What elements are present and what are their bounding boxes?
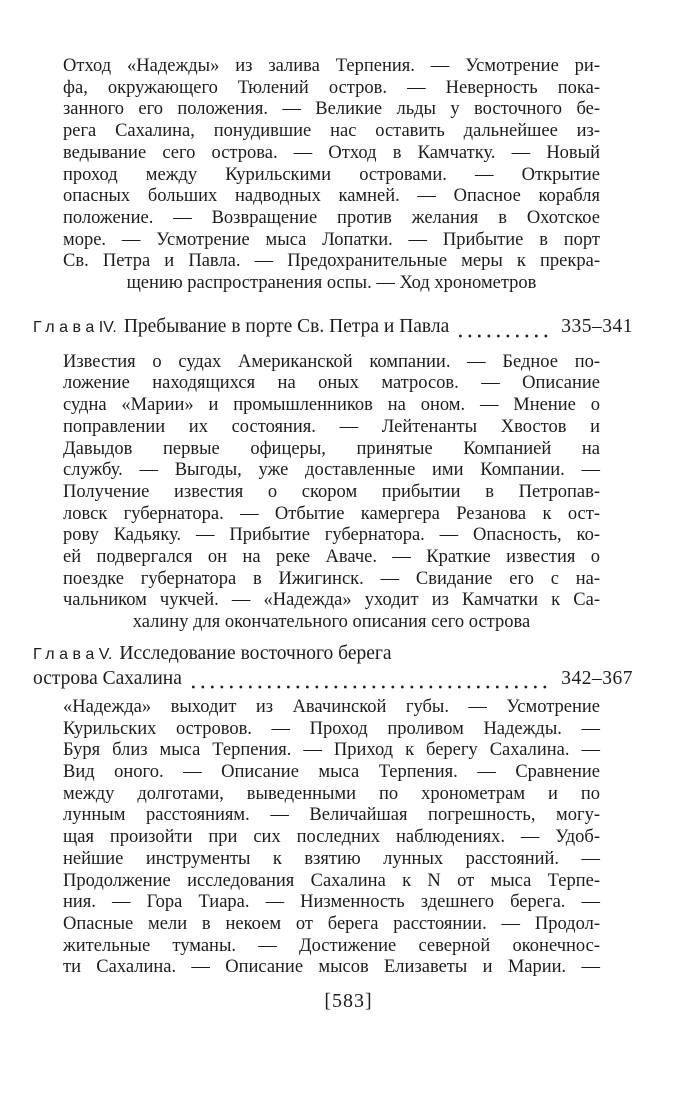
chapter-5-title-line-1: Исследование восточного берега bbox=[119, 642, 392, 664]
text-line: ловск губернатора. — Отбытие камергера Резанова к ост- bbox=[63, 503, 600, 524]
text-line: поездке губернатора в Ижигинск. — Свидание его с на- bbox=[63, 568, 600, 589]
text-line: чальником чукчей. — «Надежда» уходит из Камчатки к Са- bbox=[63, 590, 600, 611]
text-line: ведывание сего острова. — Отход в Камчатку. — Новый bbox=[63, 142, 600, 163]
text-line: службу. — Выгоды, уже доставленные ими Компании. — bbox=[63, 460, 600, 481]
text-line: ей подвергался он на реке Аваче. — Краткие известия о bbox=[63, 547, 600, 568]
text-line: щению распространения оспы. — Ход хронометров bbox=[126, 273, 537, 294]
dot-leader bbox=[459, 324, 549, 338]
chapter-5-summary-paragraph bbox=[63, 697, 600, 979]
chapter-4-label: Глава bbox=[33, 318, 99, 336]
page-number: [583] bbox=[324, 990, 373, 1012]
text-line: лунным расстояниям. — Величайшая погрешность, могу- bbox=[63, 805, 600, 826]
text-line: ложение находящихся на оных матросов. — Описание bbox=[63, 373, 600, 394]
chapter-4-title: Пребывание в порте Св. Петра и Павла bbox=[123, 315, 450, 337]
chapter-4-page-range: 335–341 bbox=[561, 315, 633, 337]
chapter-4-number: IV. bbox=[98, 318, 117, 336]
text-line: Получение известия о скором прибытии в Петропав- bbox=[63, 481, 600, 502]
text-line: ти Сахалина. — Описание мысов Елизаветы и Марии. — bbox=[63, 957, 600, 978]
text-line: положение. — Возвращение против желания в Охотское bbox=[63, 207, 600, 228]
text-line: Давыдов первые офицеры, принятые Компанией на bbox=[63, 438, 600, 459]
text-line: Известия о судах Американской компании. — Бедное по- bbox=[63, 351, 600, 372]
chapter-3-summary-paragraph bbox=[63, 56, 600, 295]
text-line: «Надежда» выходит из Авачинской губы. — Усмотрение bbox=[63, 696, 600, 717]
text-line: щая произойти при сих последних наблюдениях. — Удоб- bbox=[63, 827, 600, 848]
text-line: занного его положения. — Великие льды у восточного бе- bbox=[63, 99, 600, 120]
chapter-5-heading-line-1 bbox=[33, 642, 633, 667]
text-line: халину для окончательного описания сего острова bbox=[132, 612, 531, 633]
text-line: судна «Марии» и промышленников на оном. — Мнение о bbox=[63, 395, 600, 416]
text-line: жительные туманы. — Достижение северной оконечнос- bbox=[63, 935, 600, 956]
chapter-5-page-range: 342–367 bbox=[561, 667, 633, 689]
text-line: Курильских островов. — Проход проливом Надежды. — bbox=[63, 718, 600, 739]
text-line: опасных больших надводных камней. — Опасное корабля bbox=[63, 186, 600, 207]
text-line: между долготами, выведенными по хронометрам и по bbox=[63, 783, 600, 804]
dot-leader bbox=[192, 675, 549, 689]
text-line: рову Кадьяку. — Прибытие губернатора. — Опасность, ко- bbox=[63, 525, 600, 546]
text-line: фа, окружающего Тюлений остров. — Неверность пока- bbox=[63, 77, 600, 98]
text-line: Св. Петра и Павла. — Предохранительные меры к прекра- bbox=[63, 251, 600, 272]
text-line: Буря близ мыса Терпения. — Приход к берегу Сахалина. — bbox=[63, 740, 600, 761]
chapter-4-heading bbox=[33, 315, 633, 340]
chapter-5-heading bbox=[0, 642, 697, 691]
chapter-5-number: V. bbox=[98, 645, 113, 663]
text-line: Вид оного. — Описание мыса Терпения. — Сравнение bbox=[63, 761, 600, 782]
text-line: море. — Усмотрение мыса Лопатки. — Прибытие в порт bbox=[63, 229, 600, 250]
chapter-5-title-line-2: острова Сахалина bbox=[33, 667, 182, 689]
chapter-5-heading-line-2 bbox=[33, 667, 633, 691]
text-line: ния. — Гора Тиара. — Низменность здешнего берега. — bbox=[63, 892, 600, 913]
text-line: нейшие инструменты к взятию лунных расстояний. — bbox=[63, 848, 600, 869]
text-line: рега Сахалина, понудившие нас оставить дальнейшее из- bbox=[63, 121, 600, 142]
chapter-5-label: Глава bbox=[33, 645, 99, 663]
text-line: Опасные мели в некоем от берега расстоянии. — Продол- bbox=[63, 913, 600, 934]
text-line: проход между Курильскими островами. — Открытие bbox=[63, 164, 600, 185]
chapter-4-summary-paragraph bbox=[63, 352, 600, 634]
text-line: Продолжение исследования Сахалина к N от мыса Терпе- bbox=[63, 870, 600, 891]
text-line: Отход «Надежды» из залива Терпения. — Усмотрение ри- bbox=[63, 56, 600, 76]
text-line: поправлении их состояния. — Лейтенанты Хвостов и bbox=[63, 416, 600, 437]
